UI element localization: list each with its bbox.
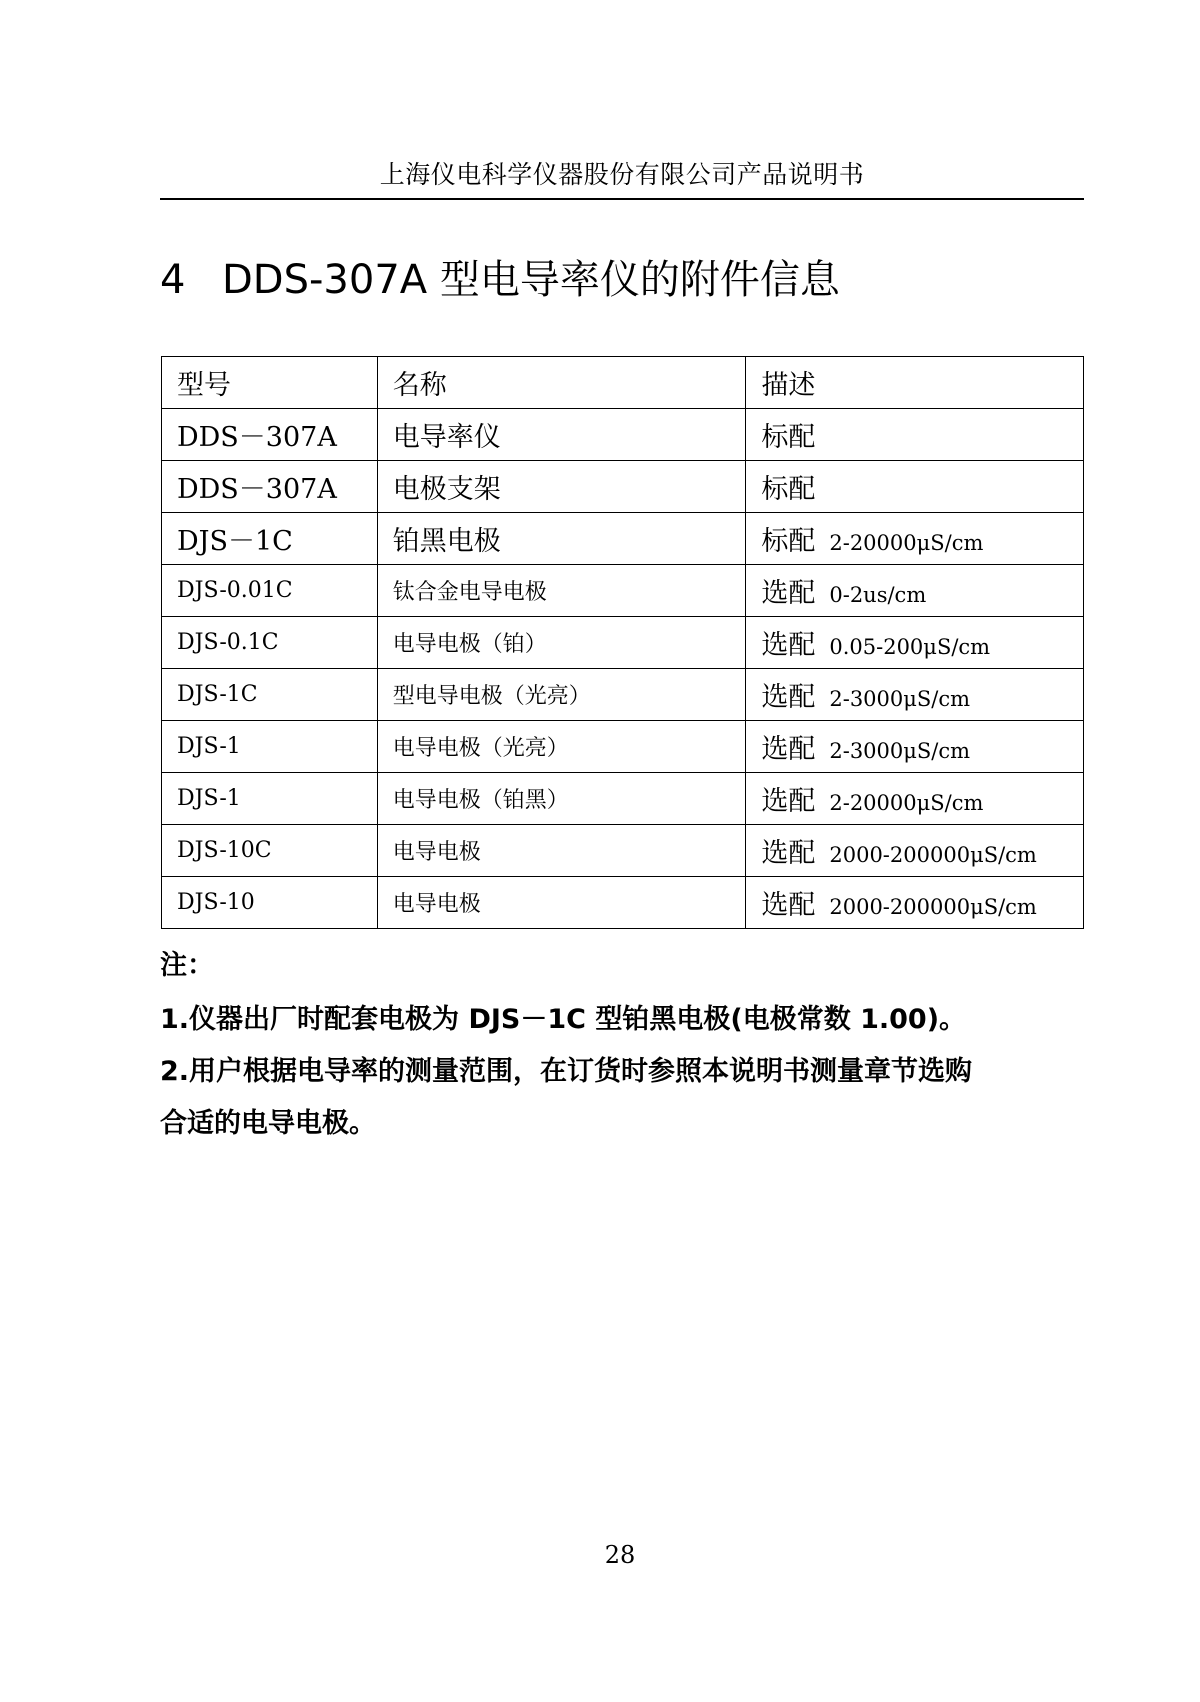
cell-model: DJS－1C <box>162 513 378 565</box>
cell-desc <box>746 617 1084 669</box>
table-row <box>162 565 1084 617</box>
desc-spec: 0.05-200μS/cm <box>829 635 991 659</box>
cell-name: 电极支架 <box>377 461 746 513</box>
cell-desc <box>746 825 1084 877</box>
header-cell-model: 型号 <box>162 357 378 409</box>
section-number: 4 <box>160 257 186 303</box>
cell-desc <box>746 565 1084 617</box>
desc-spec: 2-3000μS/cm <box>829 739 971 763</box>
section-title <box>160 252 840 308</box>
desc-spec: 0-2us/cm <box>829 583 927 607</box>
notes-title: 注： <box>160 950 214 981</box>
table-row <box>162 773 1084 825</box>
header-cell-name: 名称 <box>377 357 746 409</box>
accessories-table <box>161 356 1084 929</box>
table-row <box>162 721 1084 773</box>
table-row <box>162 877 1084 929</box>
cell-name: 钛合金电导电极 <box>377 565 746 617</box>
cell-desc <box>746 773 1084 825</box>
desc-type: 选配 <box>761 890 816 921</box>
cell-desc <box>746 409 1084 461</box>
desc-type: 标配 <box>761 526 816 557</box>
cell-name: 电导电极 <box>377 877 746 929</box>
table-row <box>162 617 1084 669</box>
cell-model: DDS－307A <box>162 409 378 461</box>
desc-spec: 2-20000μS/cm <box>829 531 984 555</box>
cell-desc <box>746 721 1084 773</box>
accessories-table-body <box>162 357 1084 929</box>
page-number: 28 <box>604 1541 636 1569</box>
cell-desc <box>746 877 1084 929</box>
table-row <box>162 825 1084 877</box>
header-rule <box>160 198 1084 200</box>
header-cell-desc: 描述 <box>746 357 1084 409</box>
cell-model: DJS-0.01C <box>162 565 378 617</box>
desc-type: 选配 <box>761 786 816 817</box>
running-header: 上海仪电科学仪器股份有限公司产品说明书 <box>379 160 865 189</box>
note-line-1: 1.仪器出厂时配套电极为 DJS－1C 型铂黑电极(电极常数 1.00)。 <box>160 1004 967 1035</box>
table-row <box>162 513 1084 565</box>
cell-model: DDS－307A <box>162 461 378 513</box>
desc-type: 选配 <box>761 682 816 713</box>
table-row <box>162 409 1084 461</box>
desc-type: 选配 <box>761 630 816 661</box>
cell-name: 电导电极（铂黑） <box>377 773 746 825</box>
cell-model: DJS-10C <box>162 825 378 877</box>
note-line-3: 合适的电导电极。 <box>160 1108 376 1139</box>
cell-model: DJS-1 <box>162 773 378 825</box>
cell-name: 电导率仪 <box>377 409 746 461</box>
cell-name: 电导电极（光亮） <box>377 721 746 773</box>
cell-model: DJS-0.1C <box>162 617 378 669</box>
desc-type: 选配 <box>761 838 816 869</box>
desc-spec: 2-20000μS/cm <box>829 791 984 815</box>
table-header-row <box>162 357 1084 409</box>
cell-desc <box>746 513 1084 565</box>
cell-desc <box>746 461 1084 513</box>
notes-block <box>160 946 1090 1150</box>
cell-model: DJS-1C <box>162 669 378 721</box>
cell-name: 铂黑电极 <box>377 513 746 565</box>
desc-type: 标配 <box>761 422 816 453</box>
section-title-text: DDS-307A 型电导率仪的附件信息 <box>222 257 840 303</box>
desc-spec: 2000-200000μS/cm <box>829 895 1037 919</box>
cell-name: 电导电极（铂） <box>377 617 746 669</box>
table-row <box>162 669 1084 721</box>
note-line-2: 2.用户根据电导率的测量范围，在订货时参照本说明书测量章节选购 <box>160 1056 973 1087</box>
cell-desc <box>746 669 1084 721</box>
cell-name: 型电导电极（光亮） <box>377 669 746 721</box>
cell-name: 电导电极 <box>377 825 746 877</box>
desc-spec: 2000-200000μS/cm <box>829 843 1037 867</box>
desc-type: 选配 <box>761 734 816 765</box>
cell-model: DJS-10 <box>162 877 378 929</box>
desc-type: 标配 <box>761 474 816 505</box>
table-row <box>162 461 1084 513</box>
desc-spec: 2-3000μS/cm <box>829 687 971 711</box>
desc-type: 选配 <box>761 578 816 609</box>
cell-model: DJS-1 <box>162 721 378 773</box>
